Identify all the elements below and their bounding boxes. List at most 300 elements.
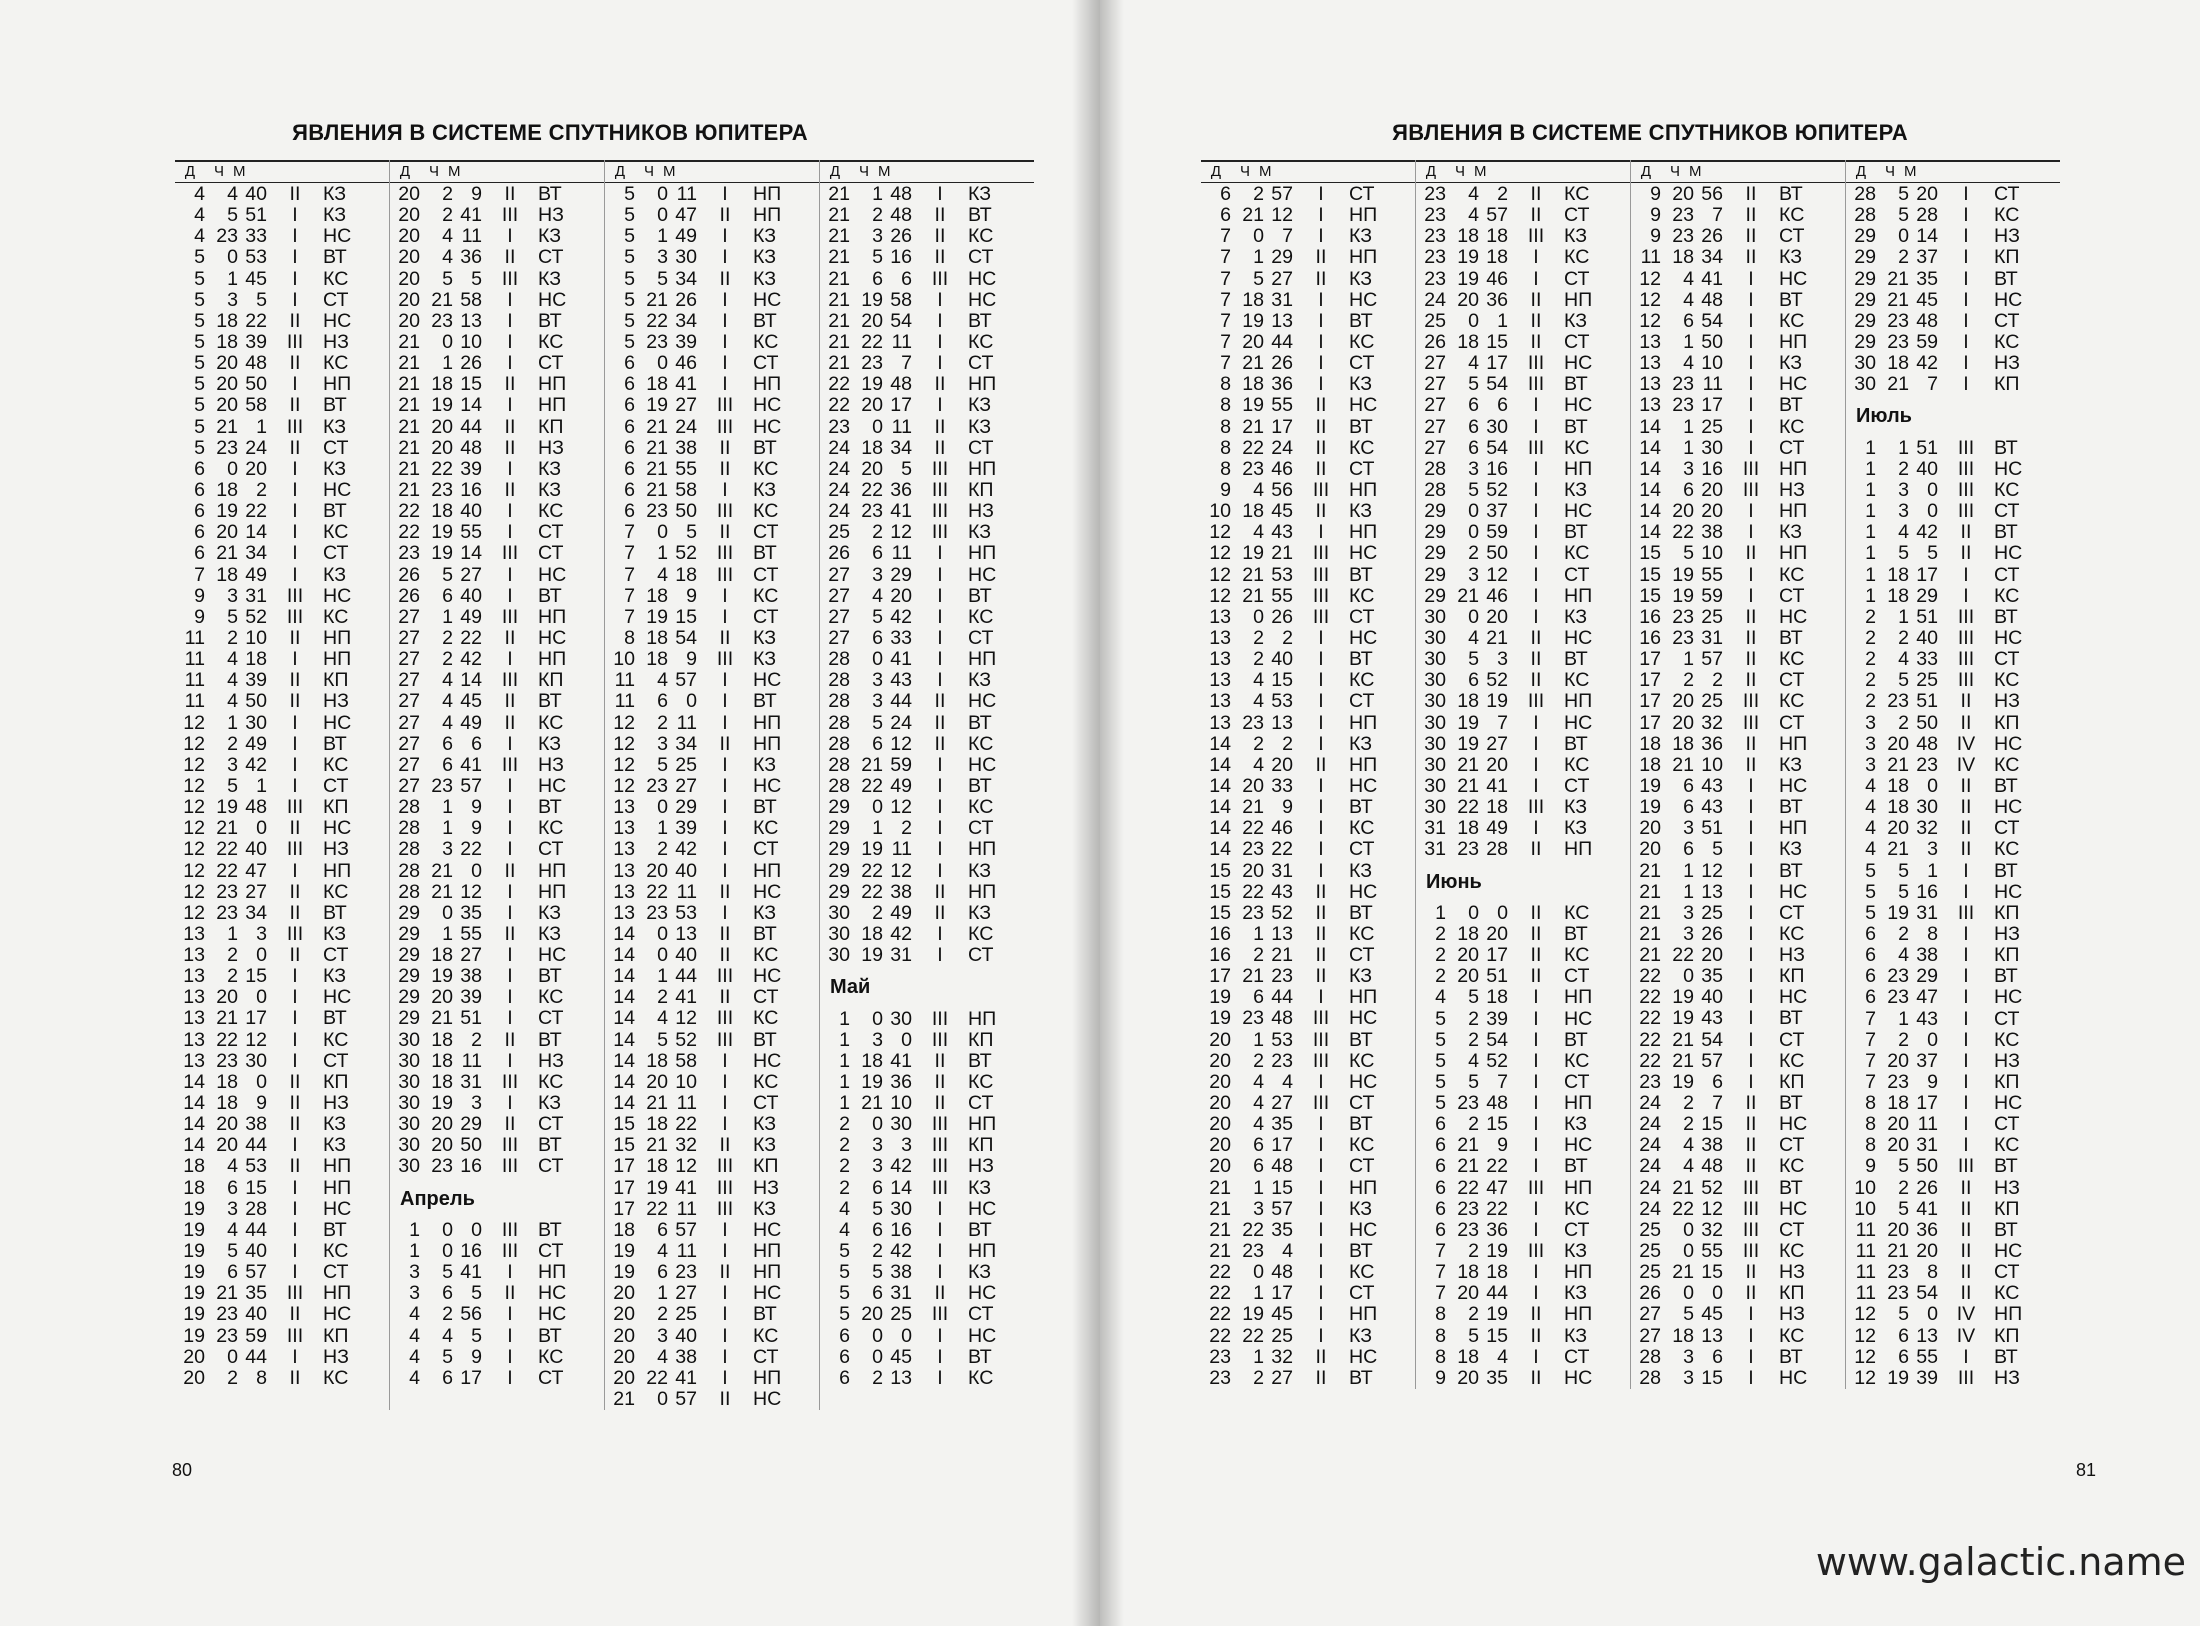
cell-event: КП — [968, 478, 994, 501]
cell-minute: 0 — [686, 690, 697, 713]
table-row — [1631, 1220, 1845, 1241]
cell-hour: 18 — [1672, 732, 1694, 755]
cell-hour: 23 — [1887, 330, 1909, 353]
cell-event: КС — [1564, 753, 1590, 776]
cell-minute: 48 — [1701, 1155, 1723, 1178]
cell-hour: 23 — [1457, 1092, 1479, 1115]
cell-day: 19 — [183, 1240, 205, 1263]
cell-hour: 5 — [1898, 542, 1909, 565]
cell-minute: 18 — [245, 648, 267, 671]
cell-event: СТ — [538, 1007, 564, 1030]
cell-event: ВТ — [323, 500, 347, 523]
cell-minute: 51 — [460, 1007, 482, 1030]
cell-hour: 5 — [657, 1028, 668, 1051]
cell-hour: 19 — [646, 605, 668, 628]
cell-minute: 31 — [890, 944, 912, 967]
cell-day: 19 — [183, 1324, 205, 1347]
cell-hour: 20 — [861, 1303, 883, 1326]
cell-minute: 16 — [890, 1218, 912, 1241]
table-row — [1201, 1368, 1415, 1389]
cell-day: 4 — [194, 204, 205, 227]
cell-event: НС — [968, 753, 997, 776]
cell-hour: 0 — [872, 415, 883, 438]
table-row — [390, 247, 604, 268]
cell-event: ВТ — [1564, 648, 1588, 671]
cell-day: 13 — [183, 965, 205, 988]
table-row — [1416, 1199, 1630, 1220]
cell-event: КС — [1779, 648, 1805, 671]
cell-hour: 3 — [657, 732, 668, 755]
table-row — [1416, 1368, 1630, 1389]
cell-event: КЗ — [968, 859, 992, 882]
table-row — [390, 966, 604, 987]
cell-minute: 46 — [1486, 267, 1508, 290]
cell-event: НП — [753, 1240, 782, 1263]
cell-satellite: I — [1533, 246, 1539, 269]
cell-satellite: II — [719, 436, 731, 459]
cell-event: СТ — [753, 1345, 779, 1368]
cell-day: 5 — [624, 288, 635, 311]
table-row — [1416, 290, 1630, 311]
cell-day: 27 — [398, 711, 420, 734]
table-row — [1631, 184, 1845, 205]
cell-hour: 2 — [1468, 1113, 1479, 1136]
cell-satellite: III — [931, 1176, 949, 1199]
cell-minute: 24 — [675, 415, 697, 438]
cell-satellite: I — [722, 1240, 728, 1263]
cell-hour: 18 — [216, 478, 238, 501]
table-row — [175, 628, 389, 649]
cell-event: НС — [1564, 626, 1593, 649]
table-row — [1201, 1220, 1415, 1241]
cell-day: 20 — [1209, 1155, 1231, 1178]
cell-hour: 19 — [1672, 1070, 1694, 1093]
cell-event: КС — [1779, 1240, 1805, 1263]
cell-satellite: I — [937, 669, 943, 692]
cell-satellite: I — [722, 901, 728, 924]
cell-hour: 0 — [872, 1113, 883, 1136]
table-row — [390, 1030, 604, 1051]
cell-hour: 20 — [1672, 183, 1694, 205]
cell-event: СТ — [968, 944, 994, 967]
cell-day: 5 — [624, 309, 635, 332]
cell-hour: 0 — [872, 1324, 883, 1347]
cell-event: КС — [753, 944, 779, 967]
cell-minute: 17 — [1701, 394, 1723, 417]
cell-event: КС — [753, 584, 779, 607]
cell-hour: 6 — [1253, 986, 1264, 1009]
table-row — [175, 459, 389, 480]
cell-day: 21 — [1209, 1218, 1231, 1241]
cell-satellite: II — [504, 478, 516, 501]
cell-day: 6 — [1435, 1197, 1446, 1220]
cell-hour: 23 — [646, 901, 668, 924]
cell-satellite: I — [292, 204, 298, 227]
cell-hour: 21 — [646, 436, 668, 459]
cell-day: 17 — [1209, 965, 1231, 988]
cell-day: 28 — [398, 838, 420, 861]
table-row — [390, 987, 604, 1008]
cell-hour: 19 — [1672, 584, 1694, 607]
cell-satellite: II — [934, 690, 946, 713]
cell-hour: 0 — [227, 457, 238, 480]
cell-hour: 21 — [1457, 753, 1479, 776]
cell-minute: 41 — [675, 1366, 697, 1389]
cell-event: СТ — [1564, 330, 1590, 353]
cell-minute: 47 — [1486, 1176, 1508, 1199]
cell-day: 8 — [1865, 1092, 1876, 1115]
cell-minute: 49 — [890, 774, 912, 797]
cell-event: КП — [753, 1155, 779, 1178]
cell-satellite: II — [289, 880, 301, 903]
table-row — [820, 374, 1034, 395]
cell-hour: 18 — [646, 373, 668, 396]
cell-hour: 23 — [1457, 838, 1479, 861]
table-row — [390, 776, 604, 797]
table-row — [1631, 205, 1845, 226]
cell-day: 10 — [1854, 1176, 1876, 1199]
cell-satellite: III — [1312, 1049, 1330, 1072]
cell-hour: 2 — [1468, 1303, 1479, 1326]
cell-hour: 2 — [442, 648, 453, 671]
cell-minute: 43 — [1916, 1007, 1938, 1030]
cell-satellite: I — [1318, 711, 1324, 734]
table-row — [1416, 1262, 1630, 1283]
cell-event: КС — [1564, 436, 1590, 459]
cell-minute: 31 — [1916, 901, 1938, 924]
cell-hour: 22 — [861, 880, 883, 903]
table-row — [1201, 311, 1415, 332]
cell-minute: 3 — [1927, 838, 1938, 861]
cell-minute: 38 — [1701, 521, 1723, 544]
cell-satellite: I — [1748, 352, 1754, 375]
cell-day: 24 — [828, 500, 850, 523]
table-row — [175, 1030, 389, 1051]
cell-minute: 30 — [245, 1049, 267, 1072]
cell-event: КС — [753, 1007, 779, 1030]
cell-minute: 12 — [1701, 1197, 1723, 1220]
cell-satellite: I — [1533, 1134, 1539, 1157]
cell-minute: 44 — [245, 1345, 267, 1368]
cell-minute: 0 — [1927, 478, 1938, 501]
cell-satellite: II — [1745, 204, 1757, 227]
cell-minute: 7 — [1497, 1070, 1508, 1093]
cell-event: НС — [323, 584, 352, 607]
cell-hour: 3 — [1683, 817, 1694, 840]
table-row — [1846, 1156, 2060, 1177]
cell-day: 11 — [1855, 1261, 1876, 1284]
table-row — [1201, 1030, 1415, 1051]
cell-hour: 0 — [1683, 1282, 1694, 1305]
cell-event: ВТ — [968, 309, 992, 332]
table-row — [175, 1304, 389, 1325]
cell-day: 15 — [1639, 563, 1661, 586]
cell-event: КЗ — [968, 183, 992, 205]
cell-satellite: III — [931, 1007, 949, 1030]
table-row — [1846, 1051, 2060, 1072]
cell-event: ВТ — [1779, 1345, 1803, 1368]
cell-day: 8 — [1220, 436, 1231, 459]
cell-satellite: I — [507, 563, 513, 586]
cell-hour: 4 — [227, 648, 238, 671]
cell-satellite: I — [1963, 1345, 1969, 1368]
cell-day: 14 — [1209, 838, 1231, 861]
cell-event: СТ — [1564, 1070, 1590, 1093]
cell-satellite: II — [1960, 1176, 1972, 1199]
cell-hour: 4 — [1253, 669, 1264, 692]
cell-hour: 2 — [1468, 1007, 1479, 1030]
table-row — [1201, 543, 1415, 564]
cell-event: ВТ — [1564, 521, 1588, 544]
cell-hour: 23 — [1242, 457, 1264, 480]
cell-hour: 23 — [216, 1049, 238, 1072]
table-row — [175, 417, 389, 438]
cell-day: 28 — [1424, 457, 1446, 480]
cell-hour: 0 — [657, 1388, 668, 1411]
cell-satellite: II — [934, 436, 946, 459]
cell-event: НС — [1779, 774, 1808, 797]
cell-event: НЗ — [1994, 922, 2020, 945]
cell-satellite: I — [507, 1261, 513, 1284]
cell-day: 14 — [1639, 521, 1661, 544]
cell-minute: 52 — [1701, 1176, 1723, 1199]
cell-day: 14 — [1639, 457, 1661, 480]
cell-hour: 2 — [657, 986, 668, 1009]
cell-minute: 56 — [1701, 183, 1723, 205]
cell-day: 14 — [613, 1092, 635, 1115]
cell-hour: 22 — [1242, 880, 1264, 903]
gutter-shadow — [1072, 0, 1100, 1626]
cell-event: КП — [1994, 711, 2020, 734]
cell-minute: 20 — [1271, 753, 1293, 776]
cell-day: 21 — [613, 1388, 635, 1411]
cell-satellite: I — [722, 711, 728, 734]
cell-minute: 13 — [1701, 1324, 1723, 1347]
table-row — [1416, 776, 1630, 797]
cell-event: СТ — [753, 563, 779, 586]
cell-minute: 44 — [890, 690, 912, 713]
table-row — [1846, 1114, 2060, 1135]
table-row — [1416, 438, 1630, 459]
cell-minute: 20 — [1701, 500, 1723, 523]
cell-hour: 6 — [872, 542, 883, 565]
cell-day: 21 — [828, 309, 850, 332]
cell-day: 13 — [183, 986, 205, 1009]
cell-day: 6 — [1435, 1176, 1446, 1199]
cell-hour: 20 — [1887, 817, 1909, 840]
cell-satellite: I — [1533, 1282, 1539, 1305]
cell-hour: 5 — [1898, 1155, 1909, 1178]
cell-day: 27 — [398, 669, 420, 692]
header-day: Д — [614, 163, 626, 180]
cell-minute: 41 — [460, 1261, 482, 1284]
cell-satellite: I — [292, 1049, 298, 1072]
cell-satellite: II — [719, 204, 731, 227]
header-day: Д — [1210, 163, 1222, 180]
cell-day: 6 — [624, 352, 635, 375]
cell-minute: 9 — [256, 1092, 267, 1115]
cell-satellite: III — [1742, 1197, 1760, 1220]
table-row — [605, 226, 819, 247]
cell-event: ВТ — [1994, 1345, 2018, 1368]
cell-day: 14 — [613, 1070, 635, 1093]
table-row — [1631, 945, 1845, 966]
cell-hour: 5 — [872, 246, 883, 269]
cell-satellite: I — [722, 1218, 728, 1241]
cell-hour: 1 — [1898, 436, 1909, 459]
cell-minute: 55 — [1916, 1345, 1938, 1368]
cell-hour: 20 — [1887, 1218, 1909, 1241]
cell-minute: 48 — [1916, 309, 1938, 332]
cell-minute: 45 — [245, 267, 267, 290]
cell-day: 14 — [1639, 478, 1661, 501]
cell-day: 29 — [1424, 521, 1446, 544]
cell-minute: 26 — [890, 225, 912, 248]
cell-day: 7 — [1865, 1007, 1876, 1030]
cell-hour: 6 — [1898, 1324, 1909, 1347]
cell-day: 15 — [1639, 542, 1661, 565]
cell-day: 13 — [613, 901, 635, 924]
cell-day: 6 — [1435, 1218, 1446, 1241]
cell-hour: 4 — [1683, 1134, 1694, 1157]
table-row — [1416, 987, 1630, 1008]
cell-minute: 31 — [1271, 288, 1293, 311]
cell-event: НС — [1994, 796, 2023, 819]
cell-hour: 23 — [1887, 986, 1909, 1009]
cell-hour: 2 — [1898, 711, 1909, 734]
cell-day: 15 — [1209, 901, 1231, 924]
cell-minute: 17 — [1271, 1282, 1293, 1305]
table-row — [175, 1283, 389, 1304]
table-row — [390, 226, 604, 247]
cell-satellite: I — [1963, 1007, 1969, 1030]
cell-day: 30 — [398, 1070, 420, 1093]
table-row — [390, 459, 604, 480]
cell-event: ВТ — [1994, 859, 2018, 882]
cell-minute: 5 — [471, 1324, 482, 1347]
table-column — [175, 160, 389, 1410]
cell-event: НП — [323, 859, 352, 882]
table-row — [1631, 1368, 1845, 1389]
cell-day: 26 — [1424, 330, 1446, 353]
cell-hour: 19 — [1672, 563, 1694, 586]
table-row — [605, 734, 819, 755]
table-row — [1201, 438, 1415, 459]
cell-day: 19 — [1639, 774, 1661, 797]
cell-hour: 22 — [216, 1028, 238, 1051]
cell-minute: 15 — [460, 373, 482, 396]
cell-hour: 4 — [1468, 204, 1479, 227]
table-row — [175, 649, 389, 670]
cell-day: 28 — [828, 669, 850, 692]
table-row — [1846, 374, 2060, 395]
cell-minute: 33 — [1916, 648, 1938, 671]
cell-event: КЗ — [1564, 309, 1588, 332]
cell-minute: 20 — [1486, 605, 1508, 628]
cell-day: 13 — [183, 1028, 205, 1051]
cell-event: НП — [1564, 1261, 1593, 1284]
cell-minute: 2 — [901, 817, 912, 840]
cell-minute: 25 — [1701, 901, 1723, 924]
cell-minute: 40 — [245, 838, 267, 861]
cell-day: 7 — [1220, 288, 1231, 311]
cell-day: 20 — [398, 288, 420, 311]
cell-satellite: I — [1318, 225, 1324, 248]
cell-satellite: I — [1318, 796, 1324, 819]
cell-hour: 19 — [431, 965, 453, 988]
cell-day: 19 — [183, 1303, 205, 1326]
cell-minute: 40 — [1701, 986, 1723, 1009]
cell-minute: 15 — [245, 1176, 267, 1199]
cell-satellite: I — [507, 944, 513, 967]
cell-day: 28 — [828, 732, 850, 755]
cell-satellite: III — [931, 1303, 949, 1326]
cell-day: 21 — [1639, 859, 1661, 882]
cell-event: КС — [1349, 436, 1375, 459]
cell-day: 9 — [1435, 1366, 1446, 1389]
cell-day: 29 — [1854, 267, 1876, 290]
table-row — [820, 670, 1034, 691]
table-row — [390, 353, 604, 374]
cell-hour: 4 — [227, 669, 238, 692]
cell-satellite: II — [1530, 669, 1542, 692]
cell-event: ВТ — [1994, 774, 2018, 797]
cell-minute: 57 — [675, 1218, 697, 1241]
cell-event: ВТ — [1349, 1028, 1373, 1051]
cell-hour: 18 — [646, 1155, 668, 1178]
cell-minute: 13 — [675, 922, 697, 945]
cell-day: 23 — [828, 415, 850, 438]
cell-satellite: I — [507, 394, 513, 417]
table-row — [175, 903, 389, 924]
cell-hour: 2 — [1468, 1028, 1479, 1051]
cell-minute: 48 — [1916, 732, 1938, 755]
cell-satellite: I — [722, 288, 728, 311]
cell-day: 17 — [613, 1197, 635, 1220]
table-row — [820, 480, 1034, 501]
cell-minute: 58 — [245, 394, 267, 417]
cell-day: 4 — [409, 1345, 420, 1368]
header-hour: Ч — [429, 163, 439, 180]
cell-minute: 27 — [1271, 267, 1293, 290]
cell-minute: 40 — [675, 1324, 697, 1347]
table-rows — [390, 183, 604, 1389]
cell-day: 30 — [1424, 796, 1446, 819]
cell-minute: 45 — [460, 690, 482, 713]
cell-minute: 15 — [1271, 1176, 1293, 1199]
cell-day: 23 — [1209, 1366, 1231, 1389]
cell-hour: 2 — [872, 521, 883, 544]
cell-day: 5 — [194, 352, 205, 375]
cell-minute: 34 — [245, 542, 267, 565]
table-row — [605, 755, 819, 776]
table-row — [175, 543, 389, 564]
cell-event: НП — [1349, 1176, 1378, 1199]
cell-satellite: II — [1960, 1197, 1972, 1220]
cell-hour: 2 — [1683, 1113, 1694, 1136]
cell-event: НП — [1779, 732, 1808, 755]
table-row — [1846, 205, 2060, 226]
cell-hour: 5 — [442, 1345, 453, 1368]
cell-minute: 38 — [890, 880, 912, 903]
cell-minute: 37 — [1486, 500, 1508, 523]
table-row — [1631, 332, 1845, 353]
cell-minute: 43 — [1701, 796, 1723, 819]
cell-satellite: II — [1960, 1218, 1972, 1241]
cell-minute: 14 — [460, 394, 482, 417]
cell-satellite: I — [1963, 373, 1969, 396]
cell-satellite: I — [1748, 309, 1754, 332]
